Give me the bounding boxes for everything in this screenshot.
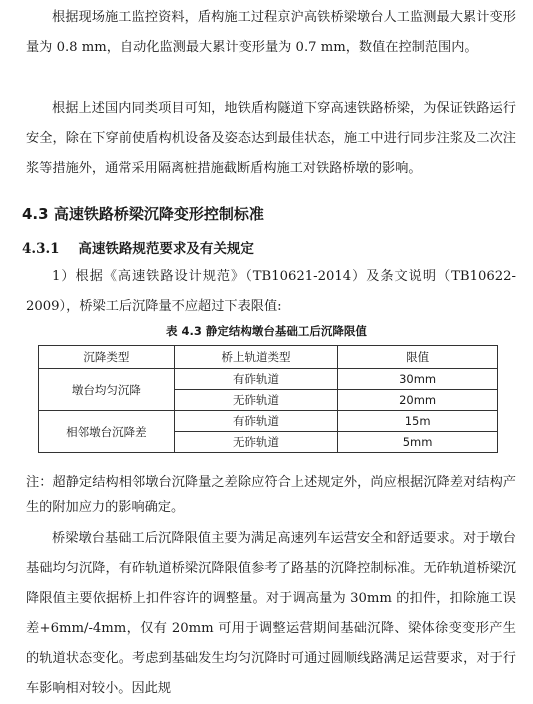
- settlement-limit-table: [38, 345, 498, 453]
- clause-design-code: 1）根据《高速铁路设计规范》（TB10621-2014）及条文说明（TB10622-2009），桥梁工后沉降量不应超过下表限值:: [26, 269, 516, 314]
- subsection-number: 4.3.1: [22, 241, 60, 257]
- table-caption: 表 4.3 静定结构墩台基础工后沉降限值: [166, 324, 367, 338]
- cell-track-type: 有砟轨道: [174, 369, 337, 390]
- cell-settlement-type: 墩台均匀沉降: [39, 369, 175, 411]
- table-note: 注：超静定结构相邻墩台沉降量之差除应符合上述规定外，尚应根据沉降差对结构产生的附加应力的影响确定。: [26, 475, 516, 515]
- cell-limit: 30mm: [338, 369, 498, 390]
- table-header-row: [39, 346, 498, 369]
- cell-limit: 5mm: [338, 432, 498, 453]
- cell-track-type: 无砟轨道: [174, 390, 337, 411]
- paragraph-monitoring-result: 根据现场施工监控资料，盾构施工过程京沪高铁桥梁墩台人工监测最大累计变形量为 0.8 mm，自动化监测最大累计变形量为 0.7 mm，数值在控制范围内。: [26, 10, 516, 55]
- cell-track-type: 无砟轨道: [174, 432, 337, 453]
- table-row: [39, 369, 498, 390]
- table-row: [39, 411, 498, 432]
- cell-settlement-type: 相邻墩台沉降差: [39, 411, 175, 453]
- cell-track-type: 有砟轨道: [174, 411, 337, 432]
- paragraph-limit-explanation: 桥梁墩台基础工后沉降限值主要为满足高速列车运营安全和舒适要求。对于墩台基础均匀沉降，有砟轨道桥梁沉降限值参考了路基的沉降控制标准。无砟轨道桥梁沉降限值主要依据桥上扣件容许的调整量。对于调高量为 30mm 的扣件，扣除施工误差+6mm/-4mm，仅有 20mm 可用于调整运营期间基础沉降、梁体徐变变形产生的轨道状态变化。考虑到基础发生均匀沉降时可通过圆顺线路满足运营要求，对于行车影响相对较小。因此规: [26, 531, 516, 696]
- section-title: 高速铁路桥梁沉降变形控制标准: [53, 205, 264, 223]
- subsection-heading: [22, 237, 254, 257]
- cell-limit: 20mm: [338, 390, 498, 411]
- header-track-type: 桥上轨道类型: [174, 346, 337, 369]
- section-number: 4.3: [22, 205, 49, 223]
- header-settlement-type: 沉降类型: [39, 346, 175, 369]
- section-heading: [22, 203, 264, 224]
- cell-limit: 15m: [338, 411, 498, 432]
- paragraph-domestic-cases: 根据上述国内同类项目可知，地铁盾构隧道下穿高速铁路桥梁，为保证铁路运行安全，除在下穿前使盾构机设备及姿态达到最佳状态，施工中进行同步注浆及二次注浆等措施外，通常采用隔离桩措施截断盾构施工对铁路桥墩的影响。: [26, 101, 516, 176]
- subsection-title: 高速铁路规范要求及有关规定: [78, 241, 254, 257]
- header-limit: 限值: [338, 346, 498, 369]
